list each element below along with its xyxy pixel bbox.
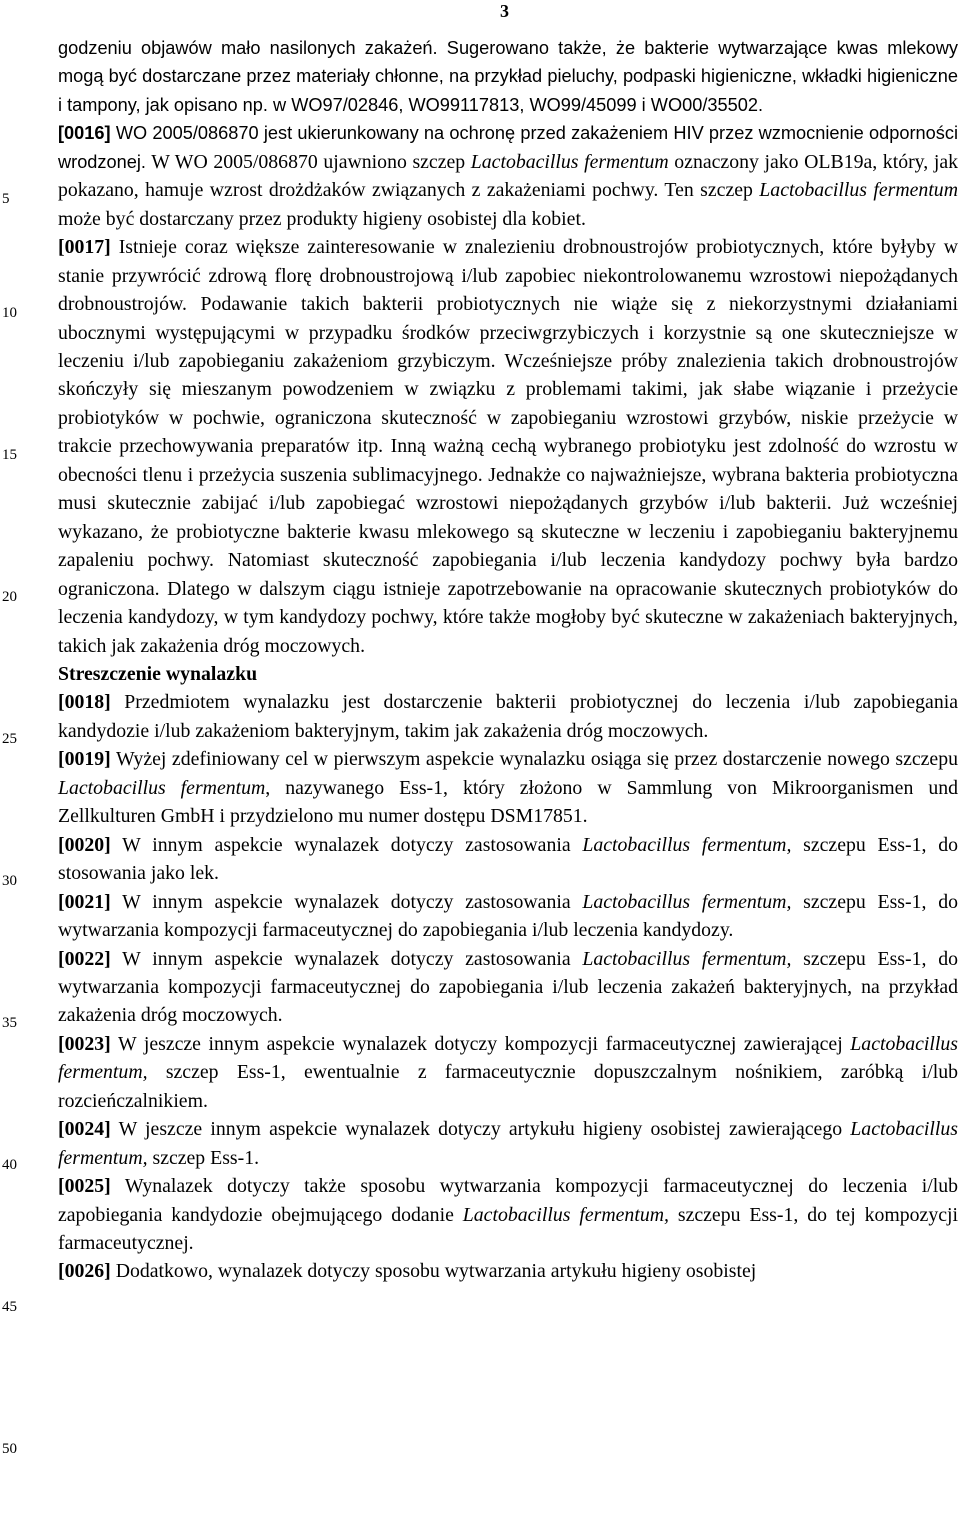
text-run: W jeszcze innym aspekcie wynalazek dotyczy kompozycji farmaceutycznej zawierającej [110,1032,851,1055]
paragraph-number: [0017] [58,236,111,259]
paragraph-number: [0021] [58,890,111,913]
text-run: WO 2005/086870 jest ukierunkowany na ochronę przed zakażeniem HIV przez wzmocnienie odporności wrodzonej. [58,123,958,172]
text-run: szczepu Ess-1, do stosowania jako lek. [58,833,958,885]
paragraph [58,945,958,1030]
paragraph-number: [0023] [58,1032,111,1055]
paragraph [58,1030,958,1115]
italic-term: Lactobacillus fermentum, [58,1032,958,1084]
line-number: 5 [2,191,10,207]
line-number-gutter [0,0,34,1515]
section-heading [58,660,958,688]
paragraph [58,34,958,119]
text-run: W innym aspekcie wynalazek dotyczy zastosowania [110,947,583,970]
paragraph [58,1115,958,1172]
text-run: Istnieje coraz większe zainteresowanie w znalezieniu drobnoustrojów probiotycznych, które byłyby w stanie przywrócić zdrową florę drobnoustrojową i/lub zapobiec niekontrolowanemu wzrostowi niepożądanych drobnoustrojów. Podawanie takich bakterii probiotycznych nie wiąże się z niekorzystnymi działaniami ubocznymi występującymi w przypadku środków przeciwgrzybiczych i korzystnie są one skuteczniejsze w leczeniu i/lub zapobieganiu zakażeniom grzybiczym. Wcześniejsze próby znalezienia takich drobnoustrojów skończyły się mieszanym powodzeniem w związku z problemami takimi, jak słabe wiązanie i przeżycie probiotyków w pochwie, ograniczona skuteczność w zapobieganiu wzrostowi grzybów, niskie przeżycie w trakcie przechowywania preparatów itp. Inną ważną cechą wybranego probiotyku jest zdolność do wzrostu w obecności tlenu i przeżycia suszenia sublimacyjnego. Jednakże co najważniejsze, wybrana bakteria probiotyczna musi skutecznie zabijać i/lub zapobiegać wzrostowi niepożądanych grzybów i/lub bakterii. Już wcześniej wykazano, że probiotyczne bakterie kwasu mlekowego są skuteczne w leczeniu i zapobieganiu bakteryjnemu zapaleniu pochwy. Natomiast skuteczność zapobiegania i/lub leczenia kandydozy pochwy była bardzo ograniczona. Dlatego w dalszym ciągu istnieje zapotrzebowanie na opracowanie skutecznych probiotyków do leczenia kandydozy, w tym kandydozy pochwy, które także mogłoby być skuteczne w zakażeniach bakteryjnych, takich jak zakażenia dróg moczowych. [58,236,958,657]
paragraph-number: [0018] [58,691,111,714]
paragraph-number: [0024] [58,1118,111,1141]
text-run: W innym aspekcie wynalazek dotyczy zastosowania [110,890,583,913]
italic-term: Lactobacillus fermentum [58,776,266,799]
italic-term: Lactobacillus fermentum, [582,833,792,856]
text-run: Wyżej zdefiniowany cel w pierwszym aspekcie wynalazku osiąga się przez dostarczenie nowego szczepu [110,748,958,771]
document-body [58,34,958,1286]
paragraph [58,1172,958,1257]
line-number: 10 [2,305,17,321]
text-run: , nazywanego Ess-1, który złożono w Sammlung von Mikroorganismen und Zellkulturen GmbH i przydzielono mu numer dostępu DSM17851. [58,776,958,828]
text-run: Wynalazek dotyczy także sposobu wytwarzania kompozycji farmaceutycznej do leczenia i/lub zapobiegania kandydozie obejmującego dodanie [58,1175,958,1226]
text-run: W jeszcze innym aspekcie wynalazek dotyczy artykułu higieny osobistej zawierającego [110,1118,851,1141]
paragraph [58,688,958,745]
paragraph-number: [0022] [58,947,111,970]
text-run: godzeniu objawów mało nasilonych zakażeń. Sugerowano także, że bakterie wytwarzające kwas mlekowy mogą być dostarczane przez materiały chłonne, na przykład pieluchy, podpaski higieniczne, wkładki higieniczne i tampony, jak opisano np. w WO97/02846, WO99117813, WO99/45099 i WO00/35502. [58,38,958,115]
line-number: 45 [2,1299,17,1315]
line-number: 20 [2,589,17,605]
text-run: Przedmiotem wynalazku jest dostarczenie bakterii probiotycznej do leczenia i/lub zapobiegania kandydozie i/lub zakażeniom bakteryjnym, takim jak zakażenia dróg moczowych. [58,691,958,742]
paragraph-number: [0016] [58,123,111,144]
paragraph [58,831,958,888]
line-number: 40 [2,1157,17,1173]
line-number: 50 [2,1441,17,1457]
text-run: szczepu Ess-1, do tej kompozycji farmaceutycznej. [58,1203,958,1255]
line-number: 35 [2,1015,17,1031]
text-run: szczep Ess-1. [147,1146,260,1169]
text-run: może być dostarczany przez produkty higieny osobistej dla kobiet. [58,207,586,230]
italic-term: Lactobacillus fermentum, [58,1118,958,1169]
italic-term: Lactobacillus fermentum [759,179,958,202]
paragraph [58,119,958,233]
page-number: 3 [500,1,509,21]
paragraph [58,1257,958,1285]
line-number: 30 [2,873,17,889]
line-number: 25 [2,731,17,747]
text-run: szczepu Ess-1, do wytwarzania kompozycji farmaceutycznej do zapobiegania i/lub leczenia kandydozy. [58,890,958,942]
text-run: Streszczenie wynalazku [58,662,258,685]
italic-term: Lactobacillus fermentum [470,150,669,173]
paragraph [58,888,958,945]
line-number: 15 [2,447,17,463]
text-run: szczepu Ess-1, do wytwarzania kompozycji farmaceutycznej do zapobiegania i/lub leczenia zakażeń bakteryjnych, na przykład zakażenia dróg moczowych. [58,947,958,1027]
paragraph-number: [0019] [58,748,111,771]
text-run: W innym aspekcie wynalazek dotyczy zastosowania [110,833,583,856]
text-run: W WO 2005/086870 ujawniono szczep [145,150,471,173]
paragraph-number: [0026] [58,1260,111,1283]
text-run: szczep Ess-1, ewentualnie z farmaceutycznie dopuszczalnym nośnikiem, zaróbką i/lub rozcieńczalnikiem. [58,1061,958,1112]
text-run: oznaczony jako OLB19a, który, jak pokazano, hamuje wzrost drożdżaków związanych z zakażeniami pochwy. Ten szczep [58,150,958,202]
paragraph [58,745,958,830]
italic-term: Lactobacillus fermentum, [582,947,792,970]
italic-term: Lactobacillus fermentum, [462,1203,669,1226]
paragraph [58,233,958,660]
paragraph-number: [0025] [58,1175,111,1198]
paragraph-number: [0020] [58,833,111,856]
text-run: Dodatkowo, wynalazek dotyczy sposobu wytwarzania artykułu higieny osobistej [110,1260,757,1283]
italic-term: Lactobacillus fermentum, [582,890,792,913]
